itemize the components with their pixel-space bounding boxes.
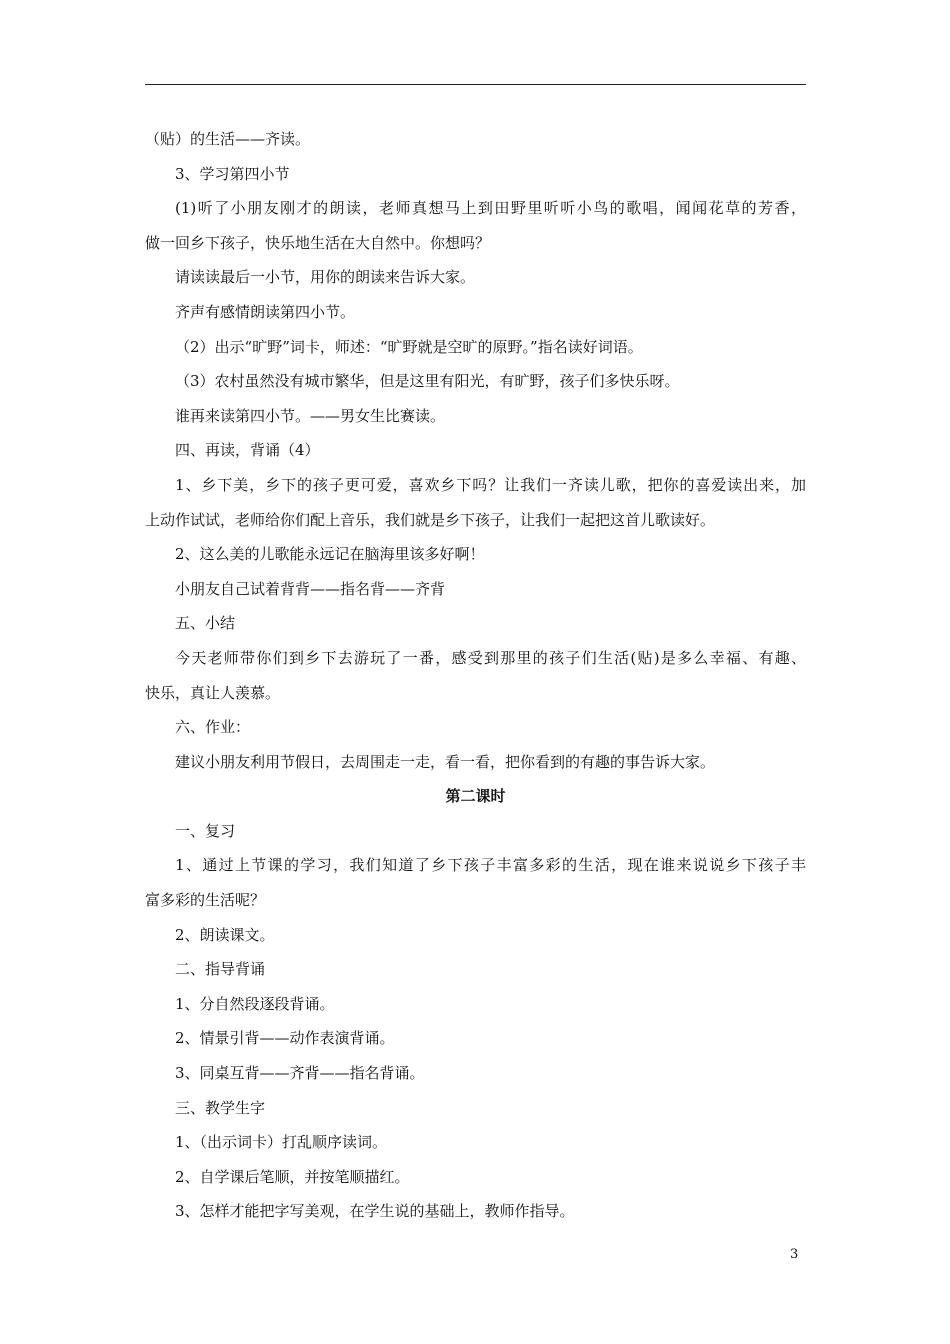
paragraph: 3、怎样才能把字写美观，在学生说的基础上，教师作指导。 — [175, 1202, 575, 1221]
paragraph: 小朋友自己试着背背——指名背——齐背 — [175, 579, 446, 598]
paragraph: 2、情景引背——动作表演背诵。 — [175, 1029, 395, 1048]
lesson-title: 第二课时 — [445, 787, 506, 806]
page-number: 3 — [790, 1247, 799, 1262]
paragraph: 3、同桌互背——齐背——指名背诵。 — [175, 1064, 425, 1083]
paragraph: 1、通过上节课的学习，我们知道了乡下孩子丰富多彩的生活，现在谁来说说乡下孩子丰 — [175, 856, 806, 875]
section-heading: 六、作业： — [175, 718, 251, 737]
paragraph: 富多彩的生活呢？ — [145, 891, 266, 910]
document-body — [145, 122, 806, 1229]
section-heading: 五、小结 — [175, 614, 236, 633]
paragraph: (1)听了小朋友刚才的朗读，老师真想马上到田野里听听小鸟的歌唱，闻闻花草的芳香， — [175, 199, 806, 218]
paragraph: 3、学习第四小节 — [175, 164, 290, 183]
paragraph: 谁再来读第四小节。——男女生比赛读。 — [175, 406, 446, 425]
paragraph: 2、这么美的儿歌能永远记在脑海里该多好啊！ — [175, 545, 485, 564]
paragraph: 今天老师带你们到乡下去游玩了一番，感受到那里的孩子们生活(贴)是多么幸福、有趣、 — [175, 648, 806, 667]
paragraph: 做一回乡下孩子，快乐地生活在大自然中。你想吗？ — [145, 233, 491, 252]
paragraph: 1、（出示词卡）打乱顺序读词。 — [175, 1133, 388, 1152]
section-heading: 一、复习 — [175, 821, 236, 840]
section-heading: 二、指导背诵 — [175, 960, 266, 979]
paragraph: 请读读最后一小节，用你的朗读来告诉大家。 — [175, 268, 476, 287]
section-heading: 四、再读，背诵（4） — [175, 441, 320, 460]
paragraph: 上动作试试，老师给你们配上音乐，我们就是乡下孩子，让我们一起把这首儿歌读好。 — [145, 510, 716, 529]
paragraph: 2、朗读课文。 — [175, 925, 275, 944]
paragraph: 2、自学课后笔顺，并按笔顺描红。 — [175, 1167, 410, 1186]
paragraph: 1、分自然段逐段背诵。 — [175, 994, 335, 1013]
section-heading: 三、教学生字 — [175, 1098, 266, 1117]
paragraph: 建议小朋友利用节假日，去周围走一走，看一看，把你看到的有趣的事告诉大家。 — [175, 752, 716, 771]
paragraph: （贴）的生活——齐读。 — [145, 130, 311, 148]
paragraph: 齐声有感情朗读第四小节。 — [175, 302, 356, 321]
paragraph: （3）农村虽然没有城市繁华，但是这里有阳光，有旷野，孩子们多快乐呀。 — [175, 372, 680, 391]
paragraph: 快乐，真让人羡慕。 — [145, 683, 281, 702]
header-rule — [145, 84, 806, 85]
paragraph: （2）出示“旷野”词卡，师述：“旷野就是空旷的原野。”指名读好词语。 — [175, 337, 643, 356]
paragraph: 1、乡下美，乡下的孩子更可爱，喜欢乡下吗？让我们一齐读儿歌，把你的喜爱读出来，加 — [175, 475, 806, 494]
